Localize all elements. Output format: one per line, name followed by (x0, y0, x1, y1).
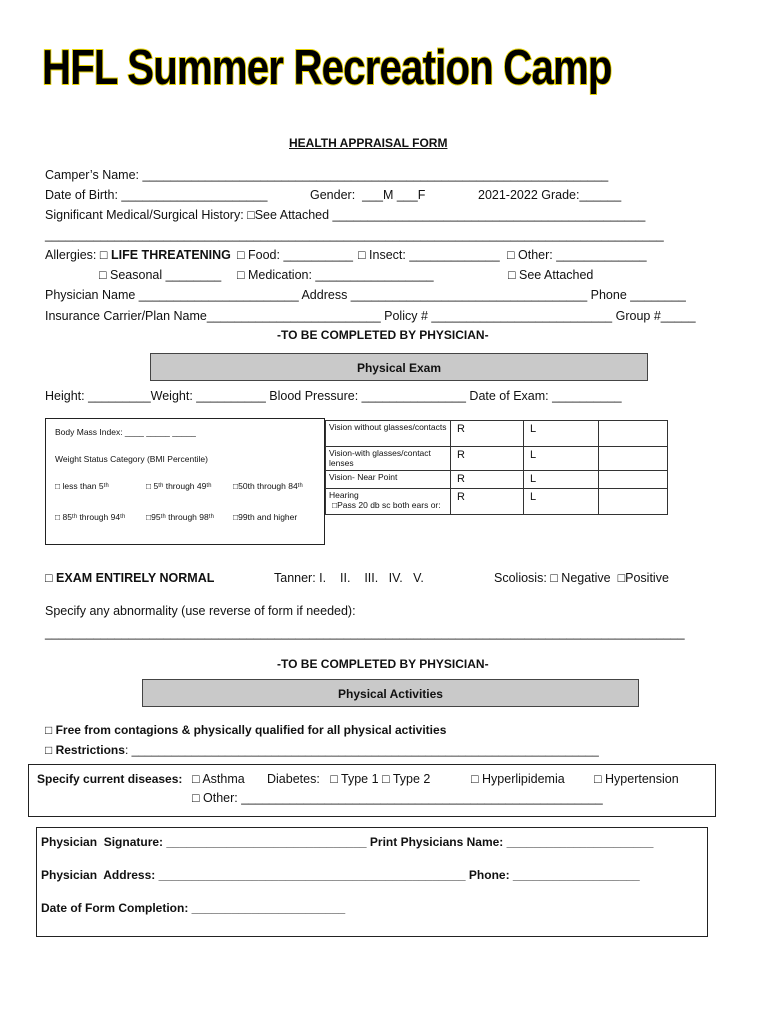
see-attached-checkbox[interactable]: □ See Attached (508, 268, 594, 282)
medication-allergy-field[interactable]: □ Medication: _________________ (237, 268, 434, 282)
hearing-r[interactable]: R (451, 489, 524, 515)
diseases-label: Specify current diseases: (37, 772, 183, 786)
bmi-option-85-94[interactable]: □ 85ᵗʰ through 94ᵗʰ (55, 512, 126, 522)
tanner-field[interactable]: Tanner: I. II. III. IV. V. (274, 571, 424, 585)
vision-l[interactable]: L (524, 421, 599, 447)
bmi-option-5-49[interactable]: □ 5ᵗʰ through 49ᵗʰ (146, 481, 212, 491)
other-allergy-field[interactable]: □ Other: _____________ (507, 248, 647, 262)
vision-l[interactable]: L (524, 471, 599, 489)
physician-info-field[interactable]: Physician Name _______________________ Address __________________________________ Phone ________ (45, 288, 686, 302)
vision-label: Vision-with glasses/contact lenses (326, 447, 451, 471)
hearing-pass-checkbox[interactable]: □Pass 20 db sc both ears or: (332, 500, 441, 510)
vision-row (326, 471, 668, 489)
physician-note-2: -TO BE COMPLETED BY PHYSICIAN- (277, 657, 489, 671)
other-disease-field[interactable]: □ Other: ____________________________________________________ (192, 791, 603, 805)
vision-r[interactable]: R (451, 447, 524, 471)
vision-r[interactable]: R (451, 471, 524, 489)
vision-l[interactable]: L (524, 447, 599, 471)
form-completion-date-field[interactable]: Date of Form Completion: _______________________ (41, 901, 346, 915)
bmi-option-99[interactable]: □99th and higher (233, 512, 298, 522)
page-title: HFL Summer Recreation Camp (42, 41, 612, 95)
scoliosis-field[interactable]: Scoliosis: □ Negative □Positive (494, 571, 669, 585)
abnormality-label: Specify any abnormality (use reverse of form if needed): (45, 604, 356, 618)
gender-field[interactable]: Gender: ___M ___F (310, 188, 426, 202)
vision-label: Vision- Near Point (326, 471, 451, 489)
medical-history-field[interactable]: Significant Medical/Surgical History: □See Attached _____________________________________________ (45, 208, 646, 222)
hearing-extra[interactable] (599, 489, 668, 515)
vision-r[interactable]: R (451, 421, 524, 447)
seasonal-allergy-field[interactable]: □ Seasonal ________ (99, 268, 222, 282)
physician-note-1: -TO BE COMPLETED BY PHYSICIAN- (277, 328, 489, 342)
form-title: HEALTH APPRAISAL FORM (289, 136, 448, 150)
restrictions-line[interactable]: : ______________________________________________________________________ (124, 743, 599, 757)
bmi-option-lt5[interactable]: □ less than 5ᵗʰ (55, 481, 109, 491)
campers-name-field[interactable]: Camper’s Name: ___________________________________________________________________ (45, 168, 609, 182)
physical-activities-header: Physical Activities (142, 679, 639, 707)
restrictions-row[interactable] (45, 743, 599, 757)
vision-extra[interactable] (599, 447, 668, 471)
vision-extra[interactable] (599, 471, 668, 489)
free-from-contagions-checkbox[interactable]: □ Free from contagions & physically qualified for all physical activities (45, 723, 447, 737)
insect-allergy-field[interactable]: □ Insect: _____________ (358, 248, 500, 262)
life-threatening-label: LIFE THREATENING (111, 248, 231, 262)
physical-exam-header: Physical Exam (150, 353, 648, 381)
measurements-field[interactable]: Height: _________Weight: __________ Blood Pressure: _______________ Date of Exam: __________ (45, 389, 622, 403)
medical-history-line[interactable]: _________________________________________________________________________________________ (45, 228, 664, 242)
bmi-option-50-84[interactable]: □50th through 84ᵗʰ (233, 481, 303, 491)
vision-table (325, 420, 668, 515)
weight-status-label: Weight Status Category (BMI Percentile) (55, 454, 208, 464)
insurance-field[interactable]: Insurance Carrier/Plan Name_________________________ Policy # __________________________ Group #_____ (45, 309, 696, 323)
bmi-field[interactable]: Body Mass Index: ____ _____ _____ (55, 427, 196, 437)
diabetes-field[interactable]: Diabetes: □ Type 1 □ Type 2 (267, 772, 431, 786)
physician-signature-field[interactable]: Physician Signature: ______________________________ Print Physicians Name: ______________________ (41, 835, 654, 849)
food-allergy-field[interactable]: □ Food: __________ (237, 248, 353, 262)
allergies-label[interactable]: Allergies: □ (45, 248, 108, 262)
abnormality-line[interactable]: ____________________________________________________________________________________________ (45, 626, 685, 640)
hearing-cell (326, 489, 451, 515)
date-of-birth-field[interactable]: Date of Birth: _____________________ (45, 188, 268, 202)
hypertension-checkbox[interactable]: □ Hypertension (594, 772, 679, 786)
asthma-checkbox[interactable]: □ Asthma (192, 772, 245, 786)
hearing-label: Hearing (329, 490, 359, 500)
hearing-l[interactable]: L (524, 489, 599, 515)
hearing-row (326, 489, 668, 515)
restrictions-label: □ Restrictions (45, 743, 125, 757)
vision-extra[interactable] (599, 421, 668, 447)
exam-normal-checkbox[interactable]: □ EXAM ENTIRELY NORMAL (45, 571, 215, 585)
vision-row (326, 447, 668, 471)
grade-field[interactable]: 2021-2022 Grade:______ (478, 188, 622, 202)
vision-label: Vision without glasses/contacts (326, 421, 451, 447)
hyperlipidemia-checkbox[interactable]: □ Hyperlipidemia (471, 772, 565, 786)
bmi-option-95-98[interactable]: □95ᵗʰ through 98ᵗʰ (146, 512, 214, 522)
physician-address-field[interactable]: Physician Address: ______________________________________________ Phone: ___________________ (41, 868, 640, 882)
vision-row (326, 421, 668, 447)
